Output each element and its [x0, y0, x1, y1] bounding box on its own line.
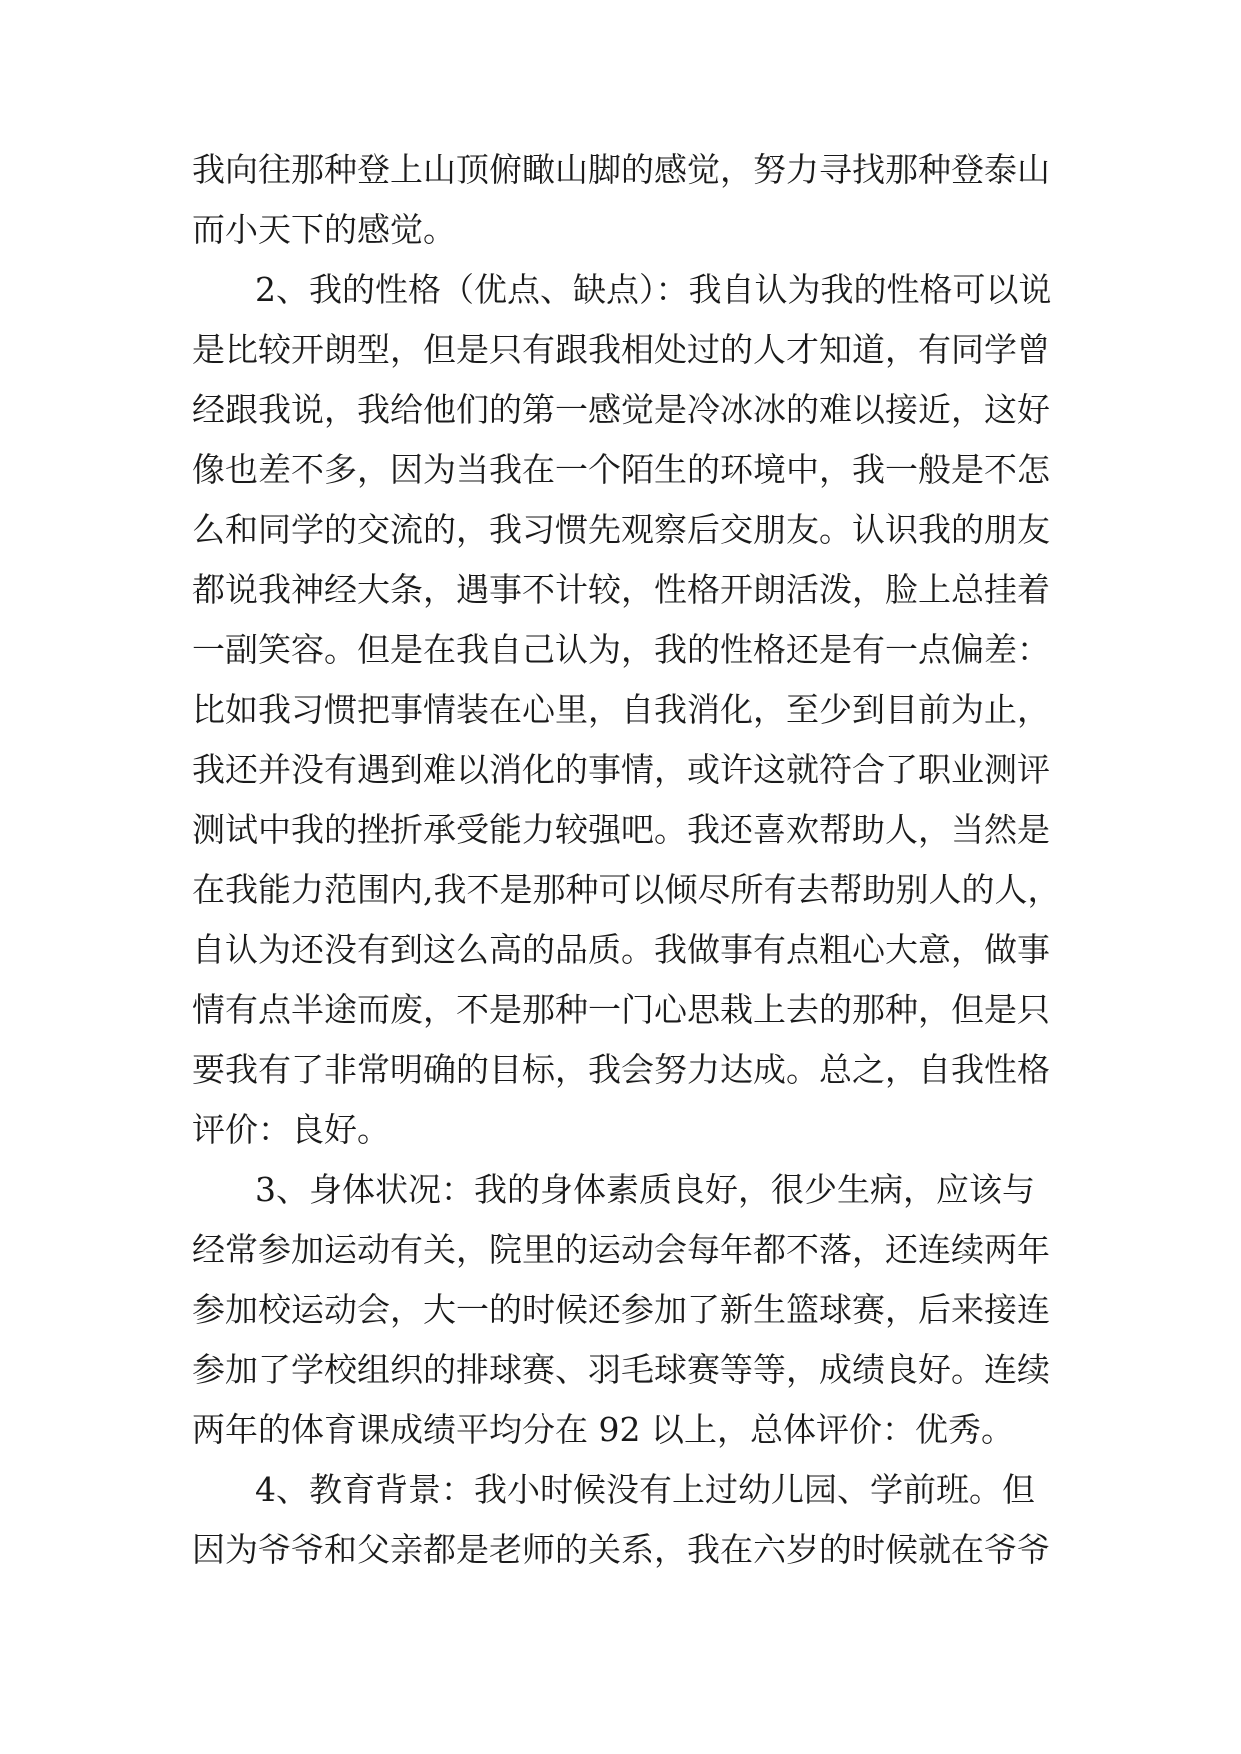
- text-line: 经跟我说，我给他们的第一感觉是冷冰冰的难以接近，这好: [192, 390, 1050, 429]
- text-line: 么和同学的交流的，我习惯先观察后交朋友。认识我的朋友: [192, 510, 1050, 549]
- text-line: 自认为还没有到这么高的品质。我做事有点粗心大意，做事: [192, 930, 1050, 969]
- paragraph-4-first-line: 4、教育背景：我小时候没有上过幼儿园、学前班。但: [255, 1470, 1035, 1509]
- paragraph-3-first-line: 3、身体状况：我的身体素质良好，很少生病，应该与: [255, 1170, 1035, 1209]
- text-line: 比如我习惯把事情装在心里，自我消化，至少到目前为止，: [192, 690, 1050, 729]
- text-line: 情有点半途而废，不是那种一门心思栽上去的那种，但是只: [192, 990, 1050, 1029]
- text-line: 参加了学校组织的排球赛、羽毛球赛等等，成绩良好。连续: [192, 1350, 1050, 1389]
- text-line: 一副笑容。但是在我自己认为，我的性格还是有一点偏差：: [192, 630, 1050, 669]
- text-line: 测试中我的挫折承受能力较强吧。我还喜欢帮助人，当然是: [192, 810, 1050, 849]
- text-line: 评价：良好。: [192, 1110, 390, 1149]
- text-line: 我还并没有遇到难以消化的事情，或许这就符合了职业测评: [192, 750, 1050, 789]
- text-line: 像也差不多，因为当我在一个陌生的环境中，我一般是不怎: [192, 450, 1050, 489]
- paragraph-2-first-line: 2、我的性格（优点、缺点）：我自认为我的性格可以说: [255, 270, 1052, 309]
- text-line: 要我有了非常明确的目标，我会努力达成。总之，自我性格: [192, 1050, 1050, 1089]
- text-line: 因为爷爷和父亲都是老师的关系，我在六岁的时候就在爷爷: [192, 1530, 1050, 1569]
- text-line: 是比较开朗型，但是只有跟我相处过的人才知道，有同学曾: [192, 330, 1050, 369]
- text-line: 都说我神经大条，遇事不计较，性格开朗活泼，脸上总挂着: [192, 570, 1050, 609]
- text-line: 而小天下的感觉。: [192, 210, 456, 249]
- text-line: 参加校运动会，大一的时候还参加了新生篮球赛，后来接连: [192, 1290, 1050, 1329]
- text-line: 两年的体育课成绩平均分在 92 以上，总体评价：优秀。: [192, 1410, 1014, 1449]
- text-line: 我向往那种登上山顶俯瞰山脚的感觉，努力寻找那种登泰山: [192, 150, 1050, 189]
- text-line: 经常参加运动有关，院里的运动会每年都不落，还连续两年: [192, 1230, 1050, 1269]
- text-line: 在我能力范围内,我不是那种可以倾尽所有去帮助别人的人，: [192, 870, 1061, 909]
